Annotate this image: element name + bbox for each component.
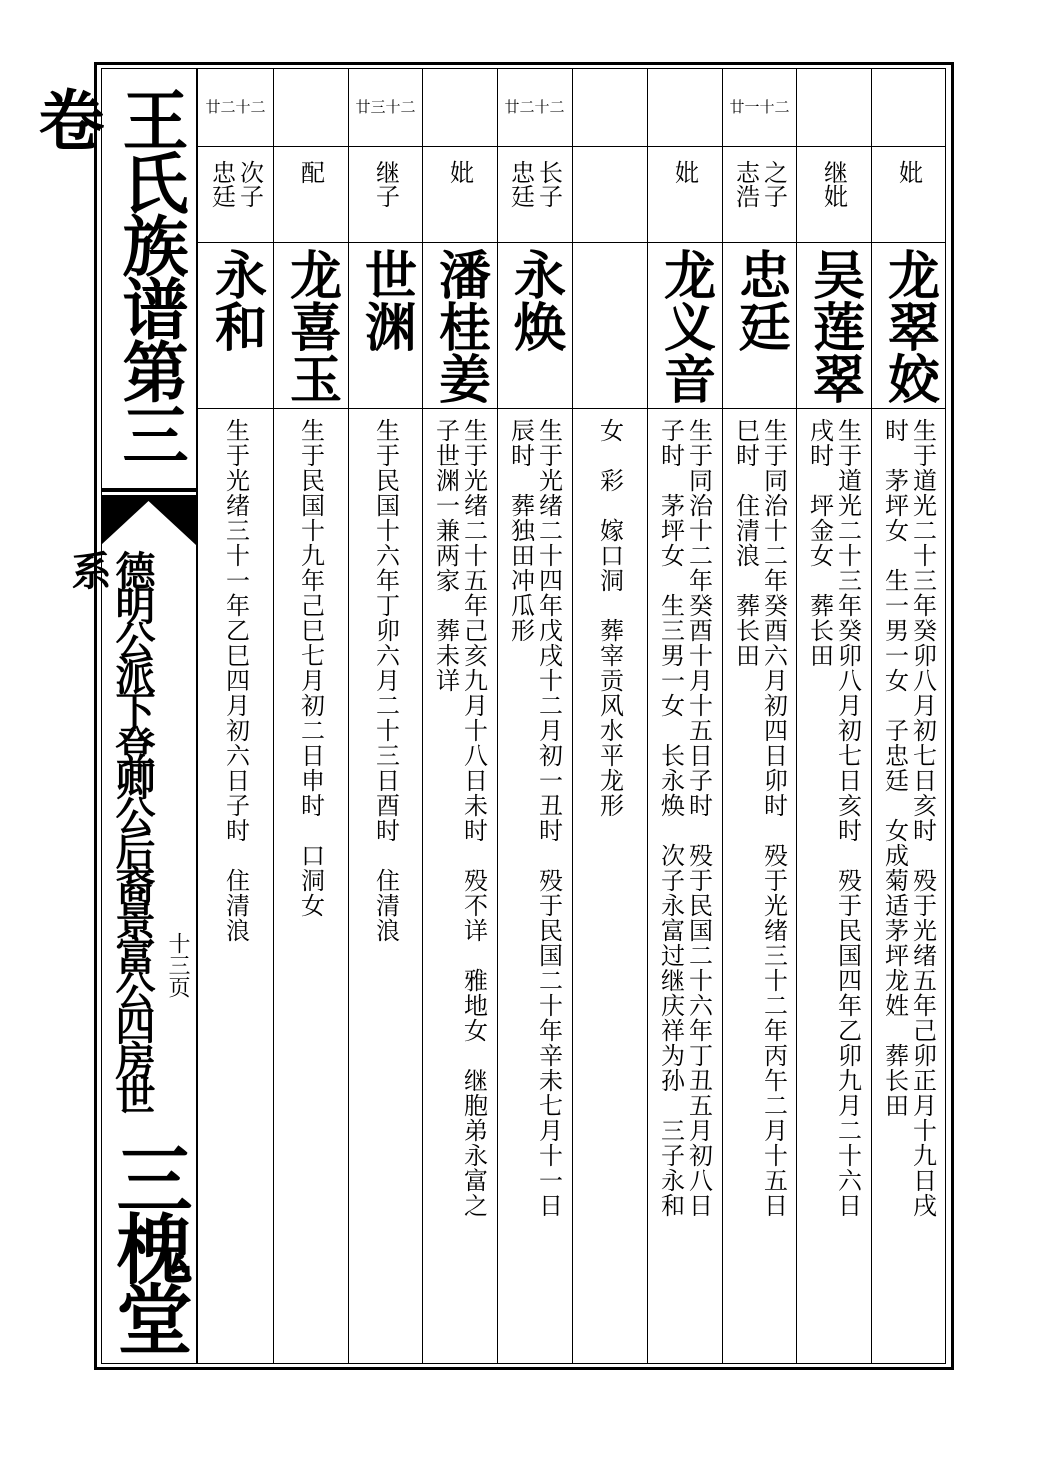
generation-label-text: 廿一十二 <box>729 97 790 116</box>
relation-label-text: 次子 忠廷 <box>207 160 264 208</box>
person-name-text: 龙翠姣 <box>878 248 940 404</box>
relation-label-text: 继妣 <box>819 160 848 208</box>
generation-label <box>422 68 497 146</box>
relation-label-text: 妣 <box>445 160 474 184</box>
biography-text <box>647 408 722 1364</box>
page-number: 十三页 <box>165 932 190 998</box>
person-name-text: 忠廷 <box>729 248 791 352</box>
generation-label <box>572 68 647 146</box>
person-name <box>871 242 946 408</box>
person-name-text: 世渊 <box>355 248 417 352</box>
lineage-subtitle: 德明公派下登卿公后裔景富公四房世系 <box>65 550 156 1110</box>
generation-label-text: 廿二十二 <box>205 97 266 116</box>
relation-label <box>198 146 273 242</box>
biography-text <box>722 408 797 1364</box>
genealogy-table <box>198 68 946 1364</box>
person-name-text: 永焕 <box>504 248 566 352</box>
relation-label <box>572 146 647 242</box>
generation-label <box>722 68 797 146</box>
biography-text <box>198 408 273 1364</box>
fish-tail-ornament <box>101 497 196 547</box>
relation-label <box>348 146 423 242</box>
person-name <box>273 242 348 408</box>
relation-label-text: 配 <box>296 160 325 184</box>
generation-label <box>348 68 423 146</box>
hall-name: 三槐堂 <box>104 1140 193 1350</box>
person-name-text: 永和 <box>205 248 267 352</box>
generation-label <box>497 68 572 146</box>
relation-label-text: 长子 忠廷 <box>506 160 563 208</box>
relation-label <box>422 146 497 242</box>
person-name <box>722 242 797 408</box>
generation-label <box>647 68 722 146</box>
relation-label <box>647 146 722 242</box>
person-name <box>422 242 497 408</box>
volume-title: 王氏族谱第三卷 <box>27 86 189 464</box>
generation-label <box>796 68 871 146</box>
generation-label-text: 廿三十二 <box>355 97 416 116</box>
person-name-text: 龙喜玉 <box>280 248 342 404</box>
generation-label <box>273 68 348 146</box>
relation-label <box>722 146 797 242</box>
biography-text <box>871 408 946 1364</box>
biography-text-text: 生于民国十六年丁卯六月二十三日酉时 住清浪 <box>371 418 400 943</box>
person-name-text: 吴莲翠 <box>803 248 865 404</box>
biography-text <box>796 408 871 1364</box>
biography-text-text: 生于道光二十三年癸卯八月初七日亥时 殁于光绪五年己卯正月十九日戌 时 茅坪女 生一男一女 子忠廷 女成菊适茅坪龙姓 葬长田 <box>880 418 937 1218</box>
biography-text-text: 生于民国十九年己巳七月初二日申时 口洞女 <box>296 418 325 918</box>
generation-label <box>871 68 946 146</box>
person-name <box>198 242 273 408</box>
relation-label-text: 妣 <box>670 160 699 184</box>
relation-label <box>871 146 946 242</box>
person-name <box>647 242 722 408</box>
relation-label <box>796 146 871 242</box>
biography-text <box>497 408 572 1364</box>
relation-label <box>497 146 572 242</box>
person-name-text: 潘桂姜 <box>429 248 491 404</box>
person-name <box>497 242 572 408</box>
biography-text-text: 生于道光二十三年癸卯八月初七日亥时 殁于民国四年乙卯九月二十六日 戌时 坪金女 葬长田 <box>805 418 862 1218</box>
relation-label <box>273 146 348 242</box>
biography-text-text: 生于光绪二十四年戊戌十二月初一丑时 殁于民国二十年辛未七月十一日 辰时 葬独田冲瓜形 <box>506 418 563 1218</box>
person-name-text: 龙义音 <box>654 248 716 404</box>
person-name <box>572 242 647 408</box>
relation-label-text: 之子 志浩 <box>731 160 788 208</box>
biography-text-text: 生于光绪二十五年己亥九月十八日未时 殁不详 雅地女 继胞弟永富之 子世渊一兼两家 葬未详 <box>431 418 488 1218</box>
biography-text <box>273 408 348 1364</box>
biography-text <box>348 408 423 1364</box>
relation-label-text: 继子 <box>371 160 400 208</box>
person-name <box>348 242 423 408</box>
generation-label-text: 廿二十二 <box>504 97 565 116</box>
biography-text <box>422 408 497 1364</box>
biography-text-text: 生于同治十二年癸酉十月十五日子时 殁于民国二十六年丁丑五月初八日 子时 茅坪女 生三男一女 长永焕 次子永富过继庆祥为孙 三子永和 <box>656 418 713 1218</box>
biography-text-text: 生于同治十二年癸酉六月初四日卯时 殁于光绪三十二年丙午二月十五日 巳时 住清浪 葬长田 <box>731 418 788 1218</box>
spine-rule-thick <box>101 488 196 492</box>
generation-label <box>198 68 273 146</box>
relation-label-text: 妣 <box>894 160 923 184</box>
biography-text-text: 女 彩 嫁口洞 葬宰贡风水平龙形 <box>595 418 624 818</box>
biography-text <box>572 408 647 1364</box>
person-name <box>796 242 871 408</box>
biography-text-text: 生于光绪三十一年乙巳四月初六日子时 住清浪 <box>221 418 250 943</box>
